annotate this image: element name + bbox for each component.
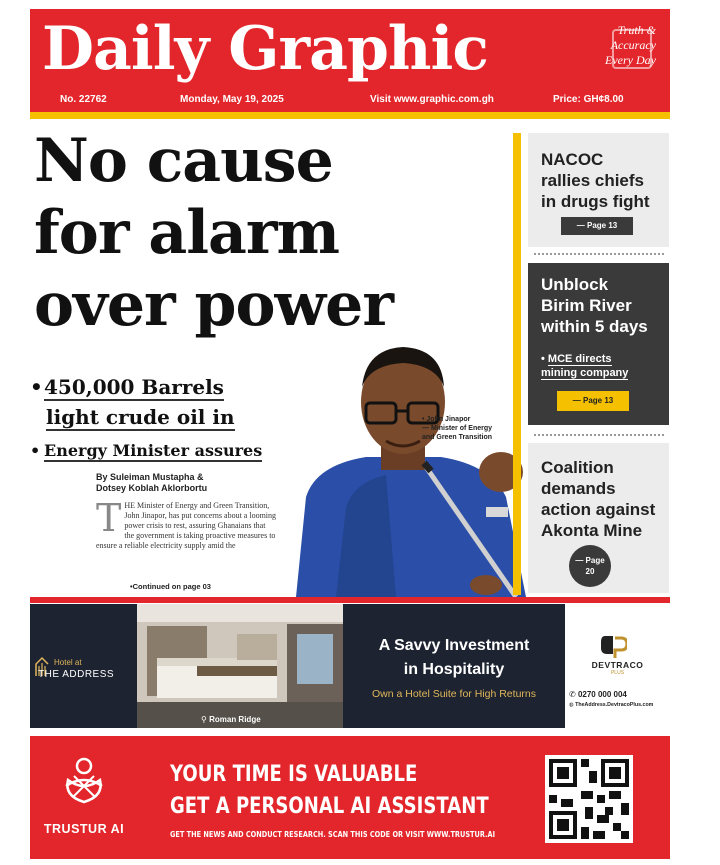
headline-line-3: over power — [34, 270, 393, 340]
lead-headline — [34, 125, 504, 341]
dotted-divider — [534, 434, 664, 436]
drop-cap: T — [96, 496, 122, 540]
photo-caption: • John Jinapor — Minister of Energy and Green Transition — [422, 416, 493, 441]
newspaper-front-page — [30, 9, 670, 860]
ai-ad-line-3: GET THE NEWS AND CONDUCT RESEARCH. SCAN THIS CODE OR VISIT WWW.TRUSTUR.AI — [170, 830, 496, 839]
trustur-brand: TRUSTUR AI — [43, 822, 125, 836]
masthead — [30, 9, 670, 112]
headline-line-2: for alarm — [34, 198, 339, 268]
page-reference: — Page 13 — [557, 391, 629, 411]
developer-phone-number: 0270 000 004 — [577, 690, 627, 699]
page-reference-circle: — Page 20 — [569, 545, 611, 587]
dotted-divider — [534, 253, 664, 255]
lead-story-body — [96, 496, 277, 551]
continued-link[interactable]: •Continued on page 03 — [130, 582, 211, 591]
location-pin-icon: ⚲ — [201, 715, 210, 724]
sidebar-story-title: Unblock Birim River within 5 days — [541, 275, 648, 336]
developer-panel — [565, 604, 670, 728]
website-link[interactable]: Visit www.graphic.com.gh — [370, 94, 494, 105]
lead-bullet-1: •450,000 Barrels — [30, 375, 224, 399]
hotel-advert[interactable] — [30, 604, 670, 728]
lead-bullet-1-line-1: 450,000 Barrels — [44, 375, 224, 399]
developer-phone[interactable] — [569, 690, 627, 699]
sidebar-accent-bar — [513, 133, 521, 595]
masthead-title: Daily Graphic — [42, 14, 488, 84]
page-reference: — Page 13 — [561, 217, 633, 235]
developer-url[interactable] — [569, 702, 653, 708]
hotel-ad-headline: A Savvy Investment in Hospitality — [378, 637, 530, 678]
sidebar-story-title: Coalition demands action against Akonta Mine — [541, 458, 656, 540]
hotel-ad-subline: Own a Hotel Suite for High Returns — [372, 688, 536, 700]
phone-icon: ✆ — [569, 690, 578, 699]
lead-bullet-2-text: Energy Minister assures — [44, 441, 263, 460]
hotel-brand-panel — [30, 604, 137, 728]
sidebar-story-birim-river[interactable] — [528, 263, 669, 425]
byline: By Suleiman Mustapha & Dotsey Koblah Aklorbortu — [96, 472, 208, 493]
sidebar-sub-bullet: • MCE directs mining company — [541, 353, 629, 379]
qr-code-icon[interactable] — [545, 755, 633, 843]
headline-line-1: No cause — [34, 126, 333, 196]
lead-bullet-2: • Energy Minister assures — [30, 441, 263, 460]
hotel-room-photo — [137, 604, 343, 728]
hotel-ad-message — [343, 604, 565, 728]
issue-date: Monday, May 19, 2025 — [180, 94, 284, 105]
ai-ad-line-1: YOUR TIME IS VALUABLE — [170, 762, 418, 787]
hotel-name: THE ADDRESS — [38, 669, 115, 680]
masthead-info-bar — [30, 92, 670, 110]
hotel-location-text: Roman Ridge — [209, 715, 261, 724]
lead-section-divider — [30, 597, 670, 603]
lead-bullet-1-line-2: light crude oil in — [46, 405, 235, 429]
globe-icon: ◍ — [569, 702, 576, 708]
developer-sub: PLUS — [610, 670, 625, 676]
issue-price: Price: GH¢8.00 — [553, 94, 624, 105]
hotel-location — [201, 715, 261, 724]
ai-assistant-advert[interactable] — [30, 736, 670, 859]
minister-photo — [276, 347, 544, 597]
developer-name: DEVTRACO — [591, 660, 644, 670]
sidebar-story-akonta[interactable] — [528, 443, 669, 593]
sidebar-story-nacoc[interactable] — [528, 133, 669, 247]
issue-number: No. 22762 — [60, 94, 107, 105]
developer-url-text: TheAddress.DevtracoPlus.com — [575, 702, 654, 708]
masthead-divider — [30, 112, 670, 119]
ai-ad-line-2: GET A PERSONAL AI ASSISTANT — [170, 794, 489, 819]
devtraco-logo-icon — [601, 634, 627, 658]
lead-story-text: HE Minister of Energy and Green Transition, John Jinapor, has put concerns about a looming power crisis to rest, assuring Ghanaians that the government is taking proactive measures to ensure a reliable electricity supply amid the — [96, 501, 277, 550]
trustur-logo-icon — [60, 756, 108, 808]
sub-bullet-text: MCE directs mining company — [541, 353, 629, 379]
sidebar-story-title: NACOC rallies chiefs in drugs fight — [541, 150, 650, 211]
hotel-at-label: Hotel at — [54, 658, 82, 667]
masthead-motto: Truth & Accuracy Every Day — [605, 23, 656, 67]
